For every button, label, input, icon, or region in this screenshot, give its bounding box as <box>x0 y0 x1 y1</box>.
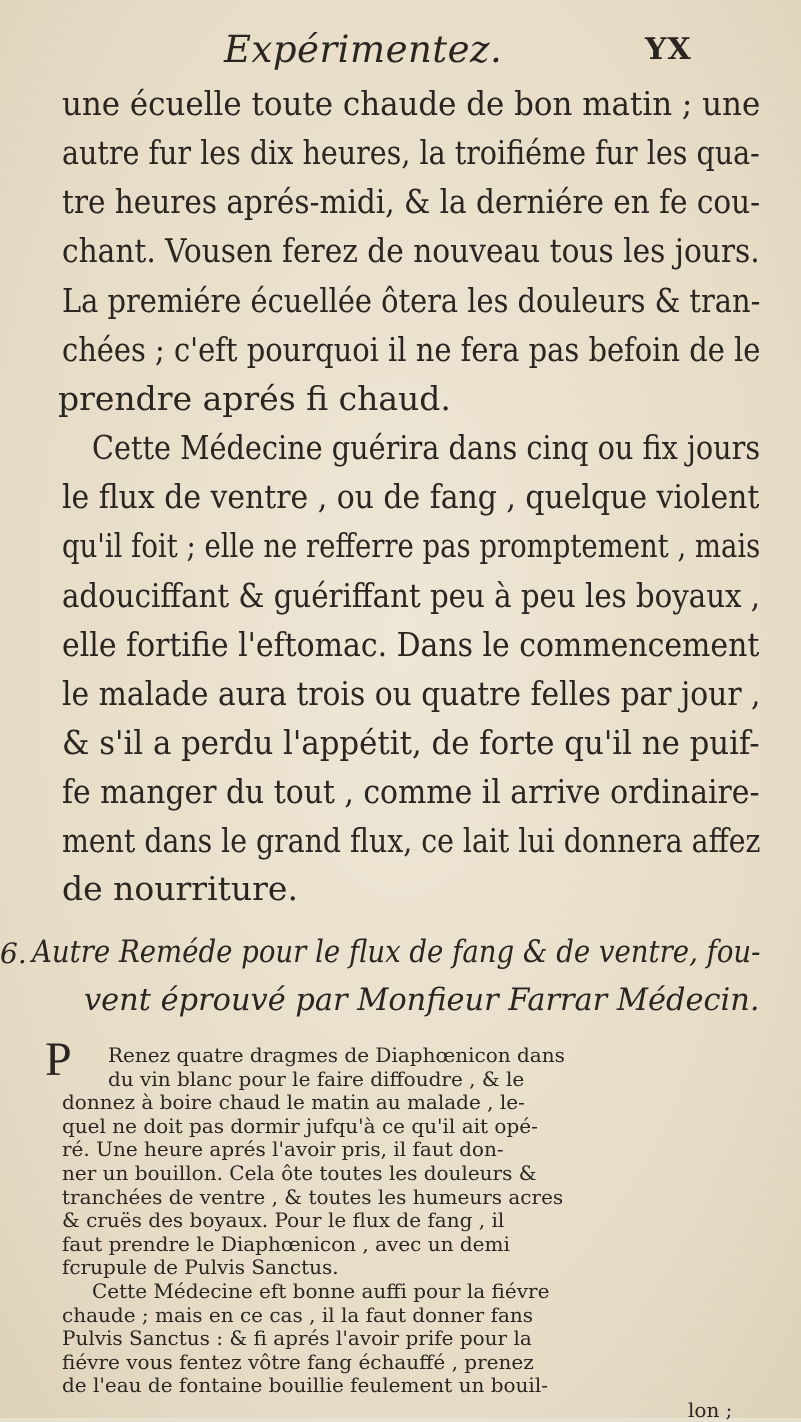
text-line: La premiére écuellée ôtera les douleurs & tran- <box>62 281 761 320</box>
text-line: & cruës des boyaux. Pour le flux de fang , il <box>62 1208 505 1233</box>
text-line: une écuelle toute chaude de bon matin ; une <box>62 84 761 123</box>
text-line: elle fortifie l'eftomac. Dans le commencement <box>62 625 760 664</box>
remedy-heading-line-2: vent éprouvé par Monfieur Farrar Médecin. <box>84 982 760 1018</box>
text-line: & s'il a perdu l'appétit, de forte qu'il ne puif- <box>62 723 760 762</box>
text-line: Cette Médecine eft bonne auffi pour la fiévre <box>92 1279 550 1303</box>
text-line: le flux de ventre , ou de fang , quelque violent <box>62 477 760 516</box>
text-line: tre heures aprés-midi, & la derniére en fe cou- <box>62 182 761 221</box>
text-line: Cette Médecine guérira dans cinq ou fix jours <box>92 428 761 467</box>
signature-mark: YX <box>645 32 692 67</box>
text-line: Pulvis Sanctus : & fi aprés l'avoir prife pour la <box>62 1326 532 1351</box>
running-head: Expérimentez. <box>224 28 503 71</box>
text-line: ner un bouillon. Cela ôte toutes les douleurs & <box>62 1161 537 1185</box>
text-line: fiévre vous fentez vôtre fang échauffé , prenez <box>62 1349 534 1374</box>
remedy-number: 6. <box>0 937 27 970</box>
text-line: prendre aprés fi chaud. <box>58 379 451 418</box>
text-line: chées ; c'eft pourquoi il ne fera pas befoin de le <box>62 330 761 369</box>
text-line: Renez quatre dragmes de Diaphœnicon dans <box>108 1043 565 1067</box>
text-line: du vin blanc pour le faire diffoudre , & le <box>108 1066 525 1091</box>
text-line: de l'eau de fontaine bouillie feulement un bouil- <box>62 1373 548 1398</box>
text-line: ment dans le grand flux, ce lait lui donnera affez <box>62 821 761 860</box>
text-line: fe manger du tout , comme il arrive ordinaire- <box>62 772 760 811</box>
text-line: quel ne doit pas dormir jufqu'à ce qu'il ait opé- <box>62 1113 538 1138</box>
catchword: lon ; <box>688 1398 733 1422</box>
text-line: ré. Une heure aprés l'avoir pris, il faut don- <box>62 1137 504 1162</box>
text-line: autre fur les dix heures, la troifiéme fur les qua- <box>62 133 760 172</box>
text-line: chant. Vousen ferez de nouveau tous les jours. <box>62 231 760 270</box>
text-line: fcrupule de Pulvis Sanctus. <box>62 1255 339 1280</box>
drop-cap: P <box>45 1033 72 1086</box>
page-header <box>0 28 801 78</box>
remedy-heading-line-1: Autre Reméde pour le flux de fang & de ventre, fou- <box>32 934 761 970</box>
text-line: chaude ; mais en ce cas , il la faut donner fans <box>62 1302 534 1327</box>
text-line: le malade aura trois ou quatre felles par jour , <box>62 674 761 713</box>
text-line: adouciffant & guériffant peu à peu les boyaux , <box>62 576 761 615</box>
text-line: faut prendre le Diaphœnicon , avec un demi <box>62 1231 510 1256</box>
text-line: qu'il foit ; elle ne refferre pas promptement , mais <box>62 526 761 565</box>
text-line: tranchées de ventre , & toutes les humeurs acres <box>62 1184 564 1209</box>
text-line: donnez à boire chaud le matin au malade , le- <box>62 1090 525 1115</box>
text-line: de nourriture. <box>62 869 298 908</box>
